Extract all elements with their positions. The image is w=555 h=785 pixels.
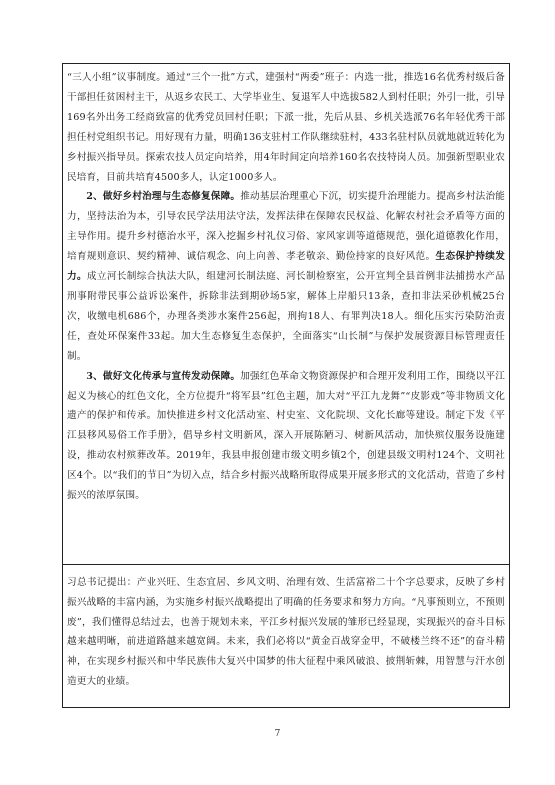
paragraph-text: 推动基层治理重心下沉，切实提升治理能力。提高乡村法治能力，坚持法治为本，引导农民学法用法守法，发挥法律在保障农民权益、化解农村社会矛盾等方面的主导作用。提升乡村德治水平，深入挖掘乡村礼仪习俗、家风家训等道德规范，强化道德教化作用，培育规则意识、契约精神、诚信观念、向上向善、孝老敬亲、勤俭持家的良好风范。 [67,191,505,263]
paragraph-conclusion [67,573,505,692]
paragraph-culture-publicity [67,367,505,506]
paragraph-village-committee [67,68,505,187]
table-cell-measures [63,64,509,565]
paragraph-text: 习总书记提出：产业兴旺、生态宜居、乡风文明、治理有效、生活富裕二十个字总要求，反映了乡村振兴战略的丰富内涵，为实施乡村振兴战略提出了明确的任务要求和努力方向。“凡事预则立，不预则废”，我们懂得总结过去，也善于规划未来，平江乡村振兴发展的雏形已经显现，实现振兴的奋斗目标越来越明晰，前进道路越来越宽阔。未来，我们必将以“黄金百战穿金甲，不破楼兰终不还”的奋斗精神，在实现乡村振兴和中华民族伟大复兴中国梦的伟大征程中乘风破浪、披荆斩棘，用智慧与汗水创造更大的业绩。 [67,577,505,687]
report-table [62,63,510,708]
table-cell-conclusion [63,565,509,708]
section-heading-culture: 3、做好文化传承与宣传发动保障。 [86,370,241,382]
paragraph-text: 成立河长制综合执法大队，组建河长制法庭、河长制检察室，公开宣判全县首例非法捕捞水产品刑事附带民事公益诉讼案件，拆除非法到期砂场5家，解体上岸船只13条，查扣非法采砂机械25台次，收缴电机686个，办理各类涉水案件256起，刑拘18人、有罪判决18人。细化压实污染防治责任，查处环保案件33起。加大生态修复生态保护，全面落实“山长制”与保护发展资源目标管理责任制。 [67,271,505,362]
page-number: 7 [274,729,281,739]
section-heading-governance: 2、做好乡村治理与生态修复保障。 [86,191,241,203]
paragraph-text: “三人小组”议事制度。通过“三个一批”方式，建强村“两委”班子：内选一批，推选16名优秀村级后备干部担任贫困村主干，从返乡农民工、大学毕业生、复退军人中选拔582人到村任职；外引一批，引导169名外出务工经商致富的优秀党员回村任职；下派一批，先后从县、乡机关选派76名年轻优秀干部担任村党组织书记。用好现有力量，明确136支驻村工作队继续驻村，433名驻村队员就地就近转化为乡村振兴指导员。探索农技人员定向培养，用4年时间定向培养160名农技特岗人员。加强新型职业农民培育，目前共培育4500多人，认定1000多人。 [67,72,505,183]
paragraph-text: 加强红色革命文物资源保护和合理开发利用工作，围绕以平江起义为核心的红色文化，全方位提升“将军县”红色主题，加大对“平江九龙舞”“皮影戏”等非物质文化遗产的保护和传承。加快推进乡村文化活动室、村史室、文化院坝、文化长廊等建设。制定下发《平江县移风易俗工作手册》，倡导乡村文明新风，深入开展陈陋习、树新风活动，加快殡仪服务设施建设，推动农村殡葬改革。2019年，我县申报创建市级文明乡镇2个，创建县级文明村124个、文明社区4个。以“我们的节日”为切入点，结合乡村振兴战略所取得成果开展多形式的文化活动，营造了乡村振兴的浓厚氛围。 [67,370,505,502]
paragraph-governance-ecology [67,187,505,366]
subheading-ecology: 生态保护持续发力。 [67,251,505,283]
